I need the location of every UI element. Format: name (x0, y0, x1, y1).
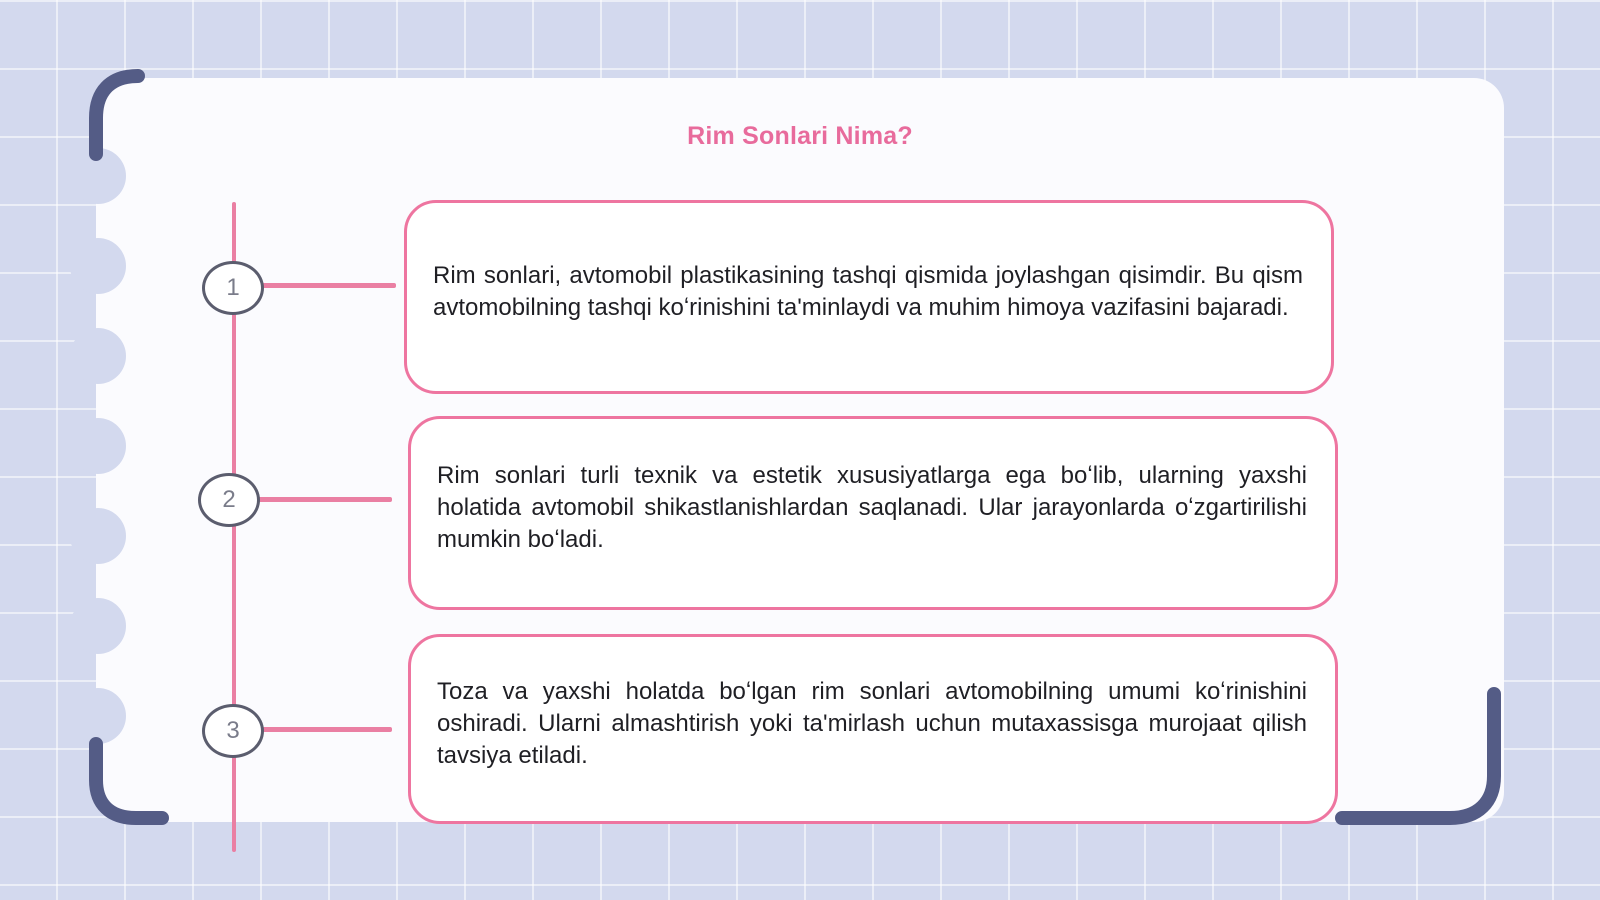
paper-scallop (70, 328, 126, 384)
paper-scallop (70, 418, 126, 474)
step-number-circle: 2 (198, 473, 260, 527)
step-card (408, 634, 1338, 824)
step-connector (262, 727, 392, 732)
corner-bracket-bottom-left (80, 736, 180, 836)
slide-title: Rim Sonlari Nima? (687, 122, 913, 150)
corner-bracket-bottom-right (1330, 684, 1520, 834)
paper-scallop (70, 598, 126, 654)
step-card (408, 416, 1338, 610)
paper-scallop (70, 508, 126, 564)
corner-bracket-top-left (80, 62, 160, 172)
step-description: Rim sonlari, avtomobil plastikasining tashqi qismida joylashgan qisimdir. Bu qism avtomobilning tashqi koʻrinishini ta'minlaydi va muhim himoya vazifasini bajaradi. (433, 262, 1303, 321)
step-description: Rim sonlari turli texnik va estetik xususiyatlarga ega boʻlib, ularning yaxshi holatida avtomobil shikastlanishlardan saqlanadi. Ular jarayonlarda oʻzgartirilishi mumkin boʻladi. (437, 462, 1307, 553)
step-number-circle: 1 (202, 261, 264, 315)
step-card (404, 200, 1334, 394)
step-connector (258, 497, 392, 502)
step-description: Toza va yaxshi holatda boʻlgan rim sonlari avtomobilning umumi koʻrinishini oshiradi. Ularni almashtirish yoki ta'mirlash uchun mutaxassisga murojaat qilish tavsiya etiladi. (437, 678, 1307, 769)
step-connector (262, 283, 396, 288)
paper-scallop (70, 238, 126, 294)
step-number-circle: 3 (202, 704, 264, 758)
